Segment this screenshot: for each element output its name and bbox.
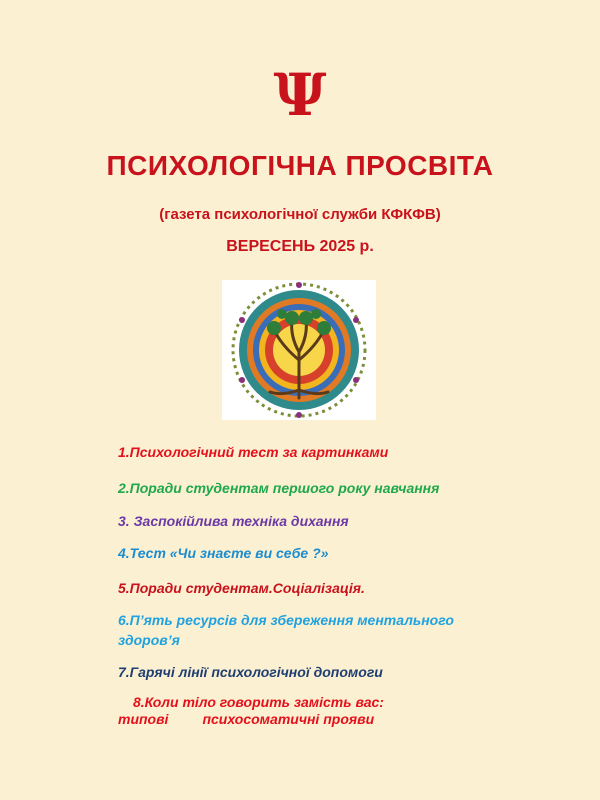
toc-item-5: 5.Поради студентам.Соціалізація. <box>118 580 365 596</box>
toc-item-6-line-2: здоров’я <box>118 632 180 648</box>
issue-date: ВЕРЕСЕНЬ 2025 р. <box>226 238 374 255</box>
tree-of-life-mandala-icon <box>222 280 376 420</box>
toc-item-8-line-2-part-a: типові <box>118 711 169 727</box>
toc-item-8-line-2-part-b: психосоматичні прояви <box>202 711 375 727</box>
toc-item-8-line-2 <box>118 711 374 727</box>
page-title: ПСИХОЛОГІЧНА ПРОСВІТА <box>106 150 494 181</box>
toc-item-2: 2.Поради студентам першого року навчання <box>118 480 440 496</box>
psi-symbol-logo: Ψ <box>273 61 327 129</box>
toc-item-6-line-1: 6.П’ять ресурсів для збереження ментального <box>118 612 454 628</box>
page-subtitle: (газета психологічної служби КФКФВ) <box>159 206 441 223</box>
toc-item-8-line-1: 8.Коли тіло говорить замість вас: <box>133 694 384 710</box>
toc-item-3: 3. Заспокійлива техніка дихання <box>118 513 349 529</box>
toc-item-4: 4.Тест «Чи знаєте ви себе ?» <box>118 545 329 561</box>
toc-item-1: 1.Психологічний тест за картинками <box>118 444 389 460</box>
toc-item-7: 7.Гарячі лінії психологічної допомоги <box>118 664 383 680</box>
